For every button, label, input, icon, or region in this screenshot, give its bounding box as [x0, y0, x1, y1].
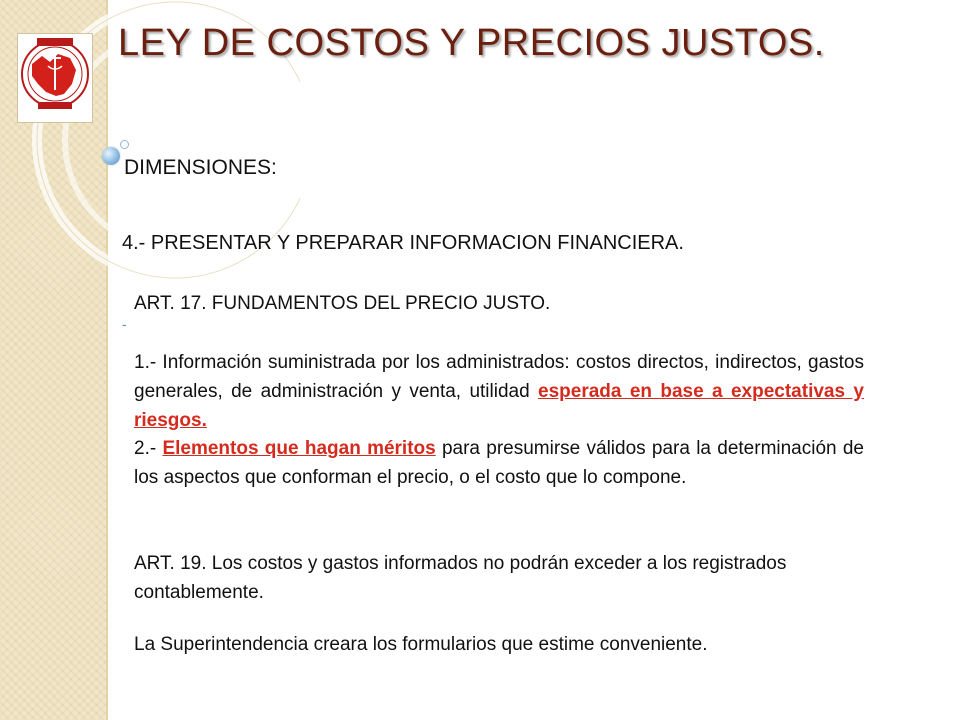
article-19-paragraph: ART. 19. Los costos y gastos informados no podrán exceder a los registrados contablemente. [134, 553, 787, 603]
dash-marker: - [122, 316, 127, 332]
item-1-text: 1.- Información suministrada por los administrados: costos directos, indirectos, gastos generales, de administración y venta, utilidad [134, 352, 864, 402]
item-1-paragraph [134, 348, 864, 435]
blue-bullet-icon [102, 147, 120, 165]
item-2-prefix: 2.- [134, 438, 163, 459]
item-2-highlight: Elementos que hagan méritos [162, 438, 436, 459]
small-circle-decoration [120, 140, 129, 149]
item-2-paragraph [134, 434, 864, 492]
item-2-text: para presumirse válidos para la determinación de los aspectos que conforman el precio, o el costo que lo compone. [134, 438, 864, 488]
section-subheading: 4.- PRESENTAR Y PREPARAR INFORMACION FINANCIERA. [122, 232, 684, 254]
item-1-highlight: esperada en base a expectativas y riesgos. [134, 381, 864, 431]
slide-title: LEY DE COSTOS Y PRECIOS JUSTOS. [118, 22, 825, 64]
college-seal-logo [17, 33, 93, 123]
article-17-title: ART. 17. FUNDAMENTOS DEL PRECIO JUSTO. [134, 293, 551, 314]
closing-statement: La Superintendencia creara los formularios que estime conveniente. [134, 634, 708, 655]
dimensions-heading: DIMENSIONES: [124, 156, 277, 179]
